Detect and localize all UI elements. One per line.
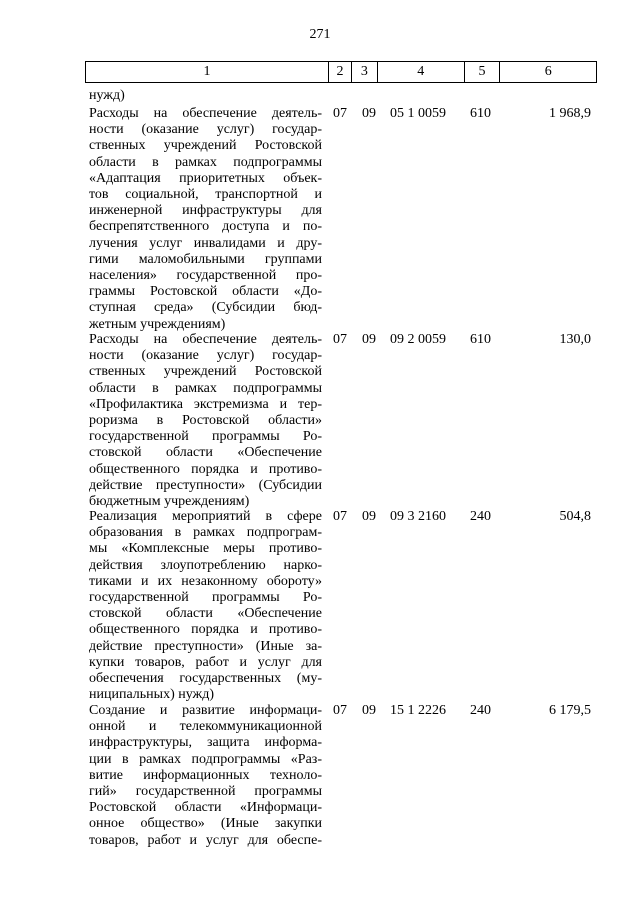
description-line: обеспечения государственных (му- bbox=[89, 671, 322, 687]
description-line: области в рамках подпрограммы bbox=[89, 380, 322, 396]
description-line: витие информационных техноло- bbox=[89, 767, 322, 783]
section-code: 07 bbox=[333, 703, 347, 718]
row-description bbox=[89, 509, 322, 703]
description-line: «Адаптация приоритетных объек- bbox=[89, 170, 322, 186]
description-line: ции в рамках подпрограммы «Раз- bbox=[89, 751, 322, 767]
description-line: лучения услуг инвалидами и дру- bbox=[89, 235, 322, 251]
description-line: гими маломобильными группами bbox=[89, 251, 322, 267]
subsection-code: 09 bbox=[362, 509, 376, 524]
expense-type-code: 610 bbox=[470, 332, 491, 347]
description-line: общественного порядка и противо- bbox=[89, 461, 322, 477]
description-line: тиками и их незаконному обороту» bbox=[89, 573, 322, 589]
amount: 130,0 bbox=[559, 332, 591, 347]
description-line: ниципальных) нужд) bbox=[89, 687, 214, 703]
description-line: общественного порядка и противо- bbox=[89, 622, 322, 638]
description-line: стовской области «Обеспечение bbox=[89, 445, 322, 461]
description-line: ственных учреждений Ростовской bbox=[89, 364, 322, 380]
description-line: Создание и развитие информаци- bbox=[89, 703, 322, 718]
description-line: купки товаров, работ и услуг для bbox=[89, 654, 322, 670]
description-line: действие преступности» (Иные за- bbox=[89, 638, 322, 654]
column-header-5: 5 bbox=[465, 62, 501, 82]
description-line: стовской области «Обеспечение bbox=[89, 606, 322, 622]
page-number: 271 bbox=[309, 27, 331, 42]
description-line: государственной программы Ро- bbox=[89, 590, 322, 606]
description-line: граммы Ростовской области «До- bbox=[89, 284, 322, 300]
description-line: Расходы на обеспечение деятель- bbox=[89, 332, 322, 347]
column-header-3: 3 bbox=[352, 62, 378, 82]
amount: 1 968,9 bbox=[549, 106, 591, 121]
description-line: ности (оказание услуг) государ- bbox=[89, 348, 322, 364]
description-line: государственной программы Ро- bbox=[89, 429, 322, 445]
description-line: образования в рамках подпрограм- bbox=[89, 525, 322, 541]
target-article-code: 05 1 0059 bbox=[390, 106, 446, 121]
description-line: «Профилактика экстремизма и тер- bbox=[89, 396, 322, 412]
description-line: тов социальной, транспортной и bbox=[89, 187, 322, 203]
target-article-code: 15 1 2226 bbox=[390, 703, 446, 718]
subsection-code: 09 bbox=[362, 106, 376, 121]
description-line: роризма в Ростовской области» bbox=[89, 413, 322, 429]
expense-type-code: 240 bbox=[470, 509, 491, 524]
target-article-code: 09 3 2160 bbox=[390, 509, 446, 524]
expense-type-code: 240 bbox=[470, 703, 491, 718]
description-line: мы «Комплексные меры противо- bbox=[89, 541, 322, 557]
row-description bbox=[89, 332, 322, 510]
expense-type-code: 610 bbox=[470, 106, 491, 121]
description-line: Ростовской области «Информаци- bbox=[89, 800, 322, 816]
description-line: инженерной инфраструктуры для bbox=[89, 203, 322, 219]
description-line: области в рамках подпрограммы bbox=[89, 154, 322, 170]
description-line: гий» государственной программы bbox=[89, 784, 322, 800]
description-line: действие преступности» (Субсидии bbox=[89, 477, 322, 493]
subsection-code: 09 bbox=[362, 332, 376, 347]
section-code: 07 bbox=[333, 509, 347, 524]
column-header-4: 4 bbox=[378, 62, 465, 82]
target-article-code: 09 2 0059 bbox=[390, 332, 446, 347]
subsection-code: 09 bbox=[362, 703, 376, 718]
row-description bbox=[89, 703, 322, 849]
amount: 6 179,5 bbox=[549, 703, 591, 718]
description-line: населения» государственной про- bbox=[89, 268, 322, 284]
description-line: ступная среда» (Субсидии бюд- bbox=[89, 300, 322, 316]
description-line: онной и телекоммуникационной bbox=[89, 719, 322, 735]
column-header-2: 2 bbox=[329, 62, 352, 82]
amount: 504,8 bbox=[559, 509, 591, 524]
row-description bbox=[89, 106, 322, 333]
description-line: жетным учреждениям) bbox=[89, 316, 226, 332]
column-header-6: 6 bbox=[544, 64, 552, 79]
description-line: Расходы на обеспечение деятель- bbox=[89, 106, 322, 121]
description-line: беспрепятственного доступа и по- bbox=[89, 219, 322, 235]
continuation-text: нужд) bbox=[89, 88, 125, 103]
section-code: 07 bbox=[333, 106, 347, 121]
description-line: действия злоупотреблению нарко- bbox=[89, 557, 322, 573]
description-line: инфраструктуры, защита информа- bbox=[89, 735, 322, 751]
description-line: товаров, работ и услуг для обеспе- bbox=[89, 832, 322, 848]
description-line: онное общество» (Иные закупки bbox=[89, 816, 322, 832]
description-line: ственных учреждений Ростовской bbox=[89, 138, 322, 154]
description-line: бюджетным учреждениям) bbox=[89, 494, 250, 510]
section-code: 07 bbox=[333, 332, 347, 347]
table-header bbox=[85, 61, 597, 83]
description-line: Реализация мероприятий в сфере bbox=[89, 509, 322, 524]
column-header-1: 1 bbox=[86, 62, 329, 82]
description-line: ности (оказание услуг) государ- bbox=[89, 122, 322, 138]
